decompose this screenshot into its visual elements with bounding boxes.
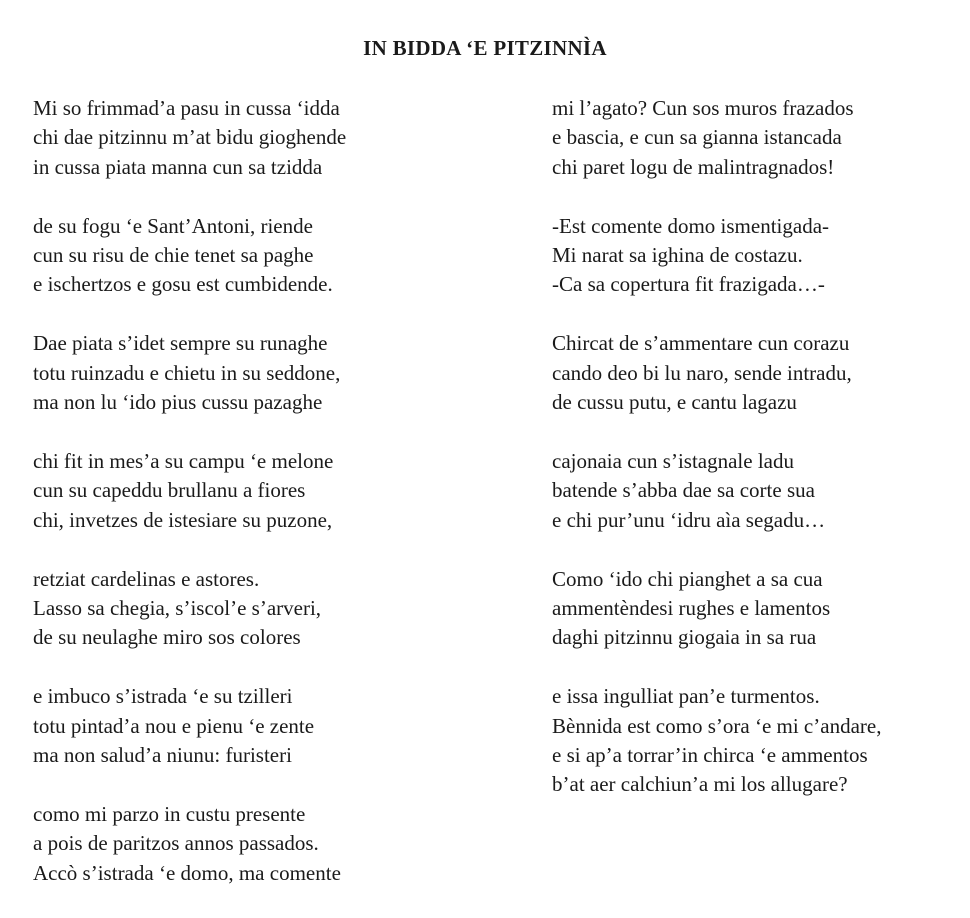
verse-line: Como ‘ido chi pianghet a sa cua bbox=[552, 566, 823, 591]
verse-line: cajonaia cun s’istagnale ladu bbox=[552, 449, 794, 474]
verse-line: totu ruinzadu e chietu in su seddone, bbox=[33, 360, 341, 385]
stanza bbox=[552, 329, 967, 417]
verse-line: totu pintad’a nou e pienu ‘e zente bbox=[33, 713, 315, 738]
stanza bbox=[33, 682, 503, 770]
verse-line: e issa ingulliat pan’e turmentos. bbox=[552, 684, 820, 709]
verse-line: -Est comente domo ismentigada- bbox=[552, 213, 830, 238]
verse-line: a pois de paritzos annos passados. bbox=[33, 831, 319, 856]
verse-line: Chircat de s’ammentare cun corazu bbox=[552, 331, 850, 356]
right-column bbox=[552, 94, 967, 829]
verse-line: Mi so frimmad’a pasu in cussa ‘idda bbox=[33, 96, 340, 120]
verse-line: b’at aer calchiun’a mi los allugare? bbox=[552, 772, 848, 797]
verse-line: Dae piata s’idet sempre su runaghe bbox=[33, 331, 328, 356]
verse-line: mi l’agato? Cun sos muros frazados bbox=[552, 96, 854, 120]
verse-line: daghi pitzinnu giogaia in sa rua bbox=[552, 625, 817, 650]
verse-line: chi paret logu de malintragnados! bbox=[552, 154, 835, 179]
verse-line: cun su capeddu brullanu a fiores bbox=[33, 478, 306, 503]
verse-line: e bascia, e cun sa gianna istancada bbox=[552, 125, 842, 150]
verse-line: Bènnida est como s’ora ‘e mi c’andare, bbox=[552, 713, 882, 738]
verse-line: Accò s’istrada ‘e domo, ma comente bbox=[33, 860, 341, 885]
stanza bbox=[33, 565, 503, 653]
stanza bbox=[33, 94, 503, 182]
verse-line: cando deo bi lu naro, sende intradu, bbox=[552, 360, 852, 385]
verse-line: e si ap’a torrar’in chirca ‘e ammentos bbox=[552, 743, 868, 768]
stanza bbox=[552, 565, 967, 653]
verse-line: Mi narat sa ighina de costazu. bbox=[552, 242, 803, 267]
verse-line: retziat cardelinas e astores. bbox=[33, 566, 260, 591]
verse-line: de su neulaghe miro sos colores bbox=[33, 625, 301, 650]
verse-line: de cussu putu, e cantu lagazu bbox=[552, 389, 797, 414]
stanza bbox=[33, 329, 503, 417]
stanza bbox=[33, 447, 503, 535]
stanza bbox=[552, 447, 967, 535]
verse-line: de su fogu ‘e Sant’Antoni, riende bbox=[33, 213, 313, 238]
verse-line: ma non salud’a niunu: furisteri bbox=[33, 743, 292, 768]
verse-line: e imbuco s’istrada ‘e su tzilleri bbox=[33, 684, 293, 709]
verse-line: e chi pur’unu ‘idru aìa segadu… bbox=[552, 507, 826, 532]
verse-line: in cussa piata manna cun sa tzidda bbox=[33, 154, 323, 179]
verse-line: como mi parzo in custu presente bbox=[33, 802, 306, 827]
verse-line: ammentèndesi rughes e lamentos bbox=[552, 596, 831, 621]
verse-line: Lasso sa chegia, s’iscol’e s’arveri, bbox=[33, 596, 322, 621]
stanza bbox=[552, 682, 967, 799]
verse-line: chi dae pitzinnu m’at bidu gioghende bbox=[33, 125, 347, 150]
verse-line: chi, invetzes de istesiare su puzone, bbox=[33, 507, 333, 532]
left-column bbox=[33, 94, 503, 918]
stanza bbox=[33, 212, 503, 300]
verse-line: ma non lu ‘ido pius cussu pazaghe bbox=[33, 389, 323, 414]
verse-line: cun su risu de chie tenet sa paghe bbox=[33, 242, 314, 267]
verse-line: e ischertzos e gosu est cumbidende. bbox=[33, 272, 333, 297]
stanza bbox=[33, 800, 503, 888]
verse-line: -Ca sa copertura fit frazigada…- bbox=[552, 272, 825, 297]
stanza bbox=[552, 94, 967, 182]
verse-line: batende s’abba dae sa corte sua bbox=[552, 478, 815, 503]
verse-line: chi fit in mes’a su campu ‘e melone bbox=[33, 449, 334, 474]
stanza bbox=[552, 212, 967, 300]
poem-title: IN BIDDA ‘E PITZINNÌA bbox=[363, 36, 607, 60]
